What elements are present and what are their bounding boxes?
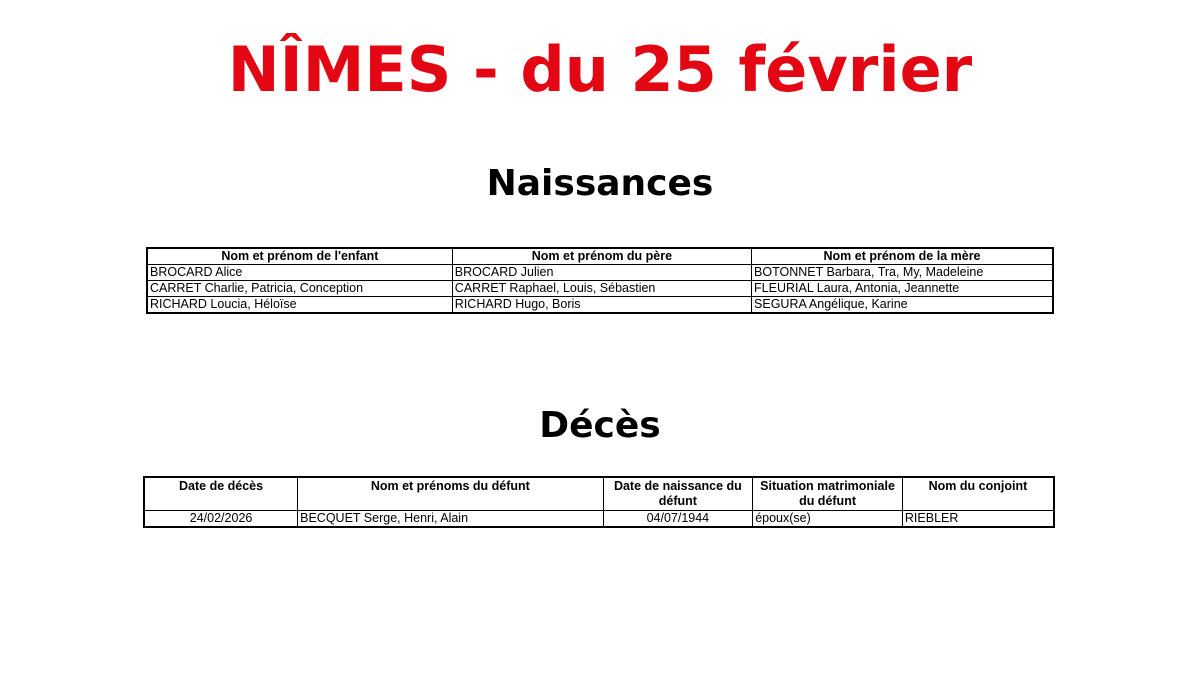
table-row [144,511,1054,528]
deaths-header-row [144,477,1054,511]
mother-name: FLEURIAL Laura, Antonia, Jeannette [752,281,1053,297]
table-row [147,281,1053,297]
table-row [147,297,1053,314]
births-heading: Naissances [486,163,714,204]
deaths-heading: Décès [539,405,661,446]
births-col-father: Nom et prénom du père [452,248,751,265]
mother-name: SEGURA Angélique, Karine [752,297,1053,314]
births-col-child: Nom et prénom de l'enfant [147,248,452,265]
page-title: NÎMES - du 25 février [227,33,973,106]
mother-name: BOTONNET Barbara, Tra, My, Madeleine [752,265,1053,281]
table-row [147,265,1053,281]
deceased-name: BECQUET Serge, Henri, Alain [298,511,603,528]
father-name: RICHARD Hugo, Boris [452,297,751,314]
deaths-col-date: Date de décès [144,477,298,511]
death-date: 24/02/2026 [144,511,298,528]
child-name: RICHARD Loucia, Héloïse [147,297,452,314]
birth-date: 04/07/1944 [603,511,753,528]
child-name: BROCARD Alice [147,265,452,281]
deaths-col-spouse: Nom du conjoint [902,477,1054,511]
marital-status: époux(se) [753,511,903,528]
father-name: CARRET Raphael, Louis, Sébastien [452,281,751,297]
deaths-col-marital: Situation matrimoniale du défunt [753,477,903,511]
deaths-col-birthdate: Date de naissance du défunt [603,477,753,511]
deaths-table [143,476,1055,528]
spouse-name: RIEBLER [902,511,1054,528]
child-name: CARRET Charlie, Patricia, Conception [147,281,452,297]
births-header-row [147,248,1053,265]
births-table [146,247,1054,314]
births-col-mother: Nom et prénom de la mère [752,248,1053,265]
father-name: BROCARD Julien [452,265,751,281]
deaths-col-name: Nom et prénoms du défunt [298,477,603,511]
